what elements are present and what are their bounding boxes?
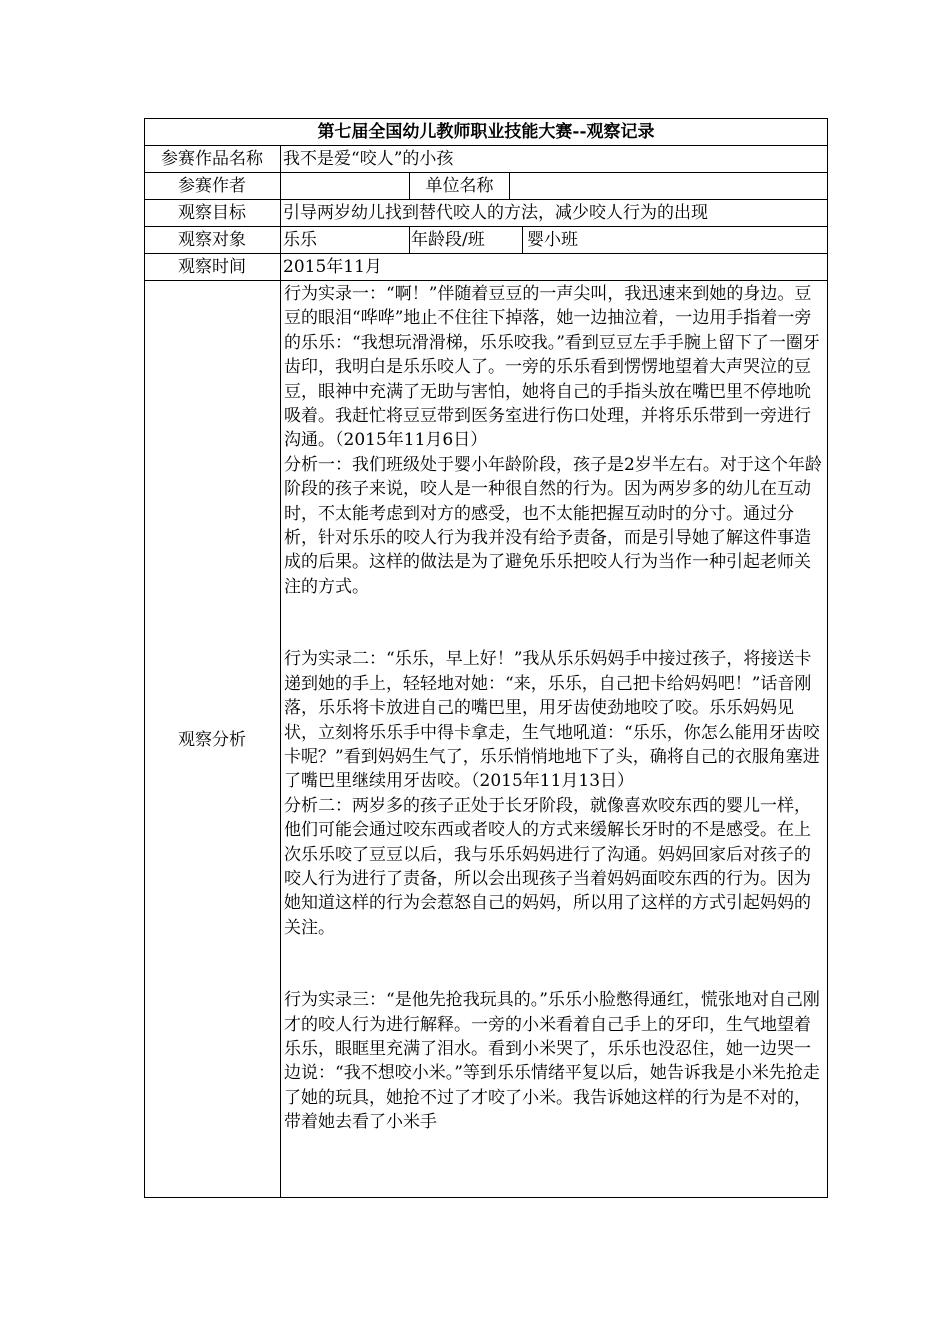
time-label: 观察时间: [178, 257, 246, 277]
row-divider: [144, 199, 828, 200]
row-divider: [144, 172, 828, 173]
behavior-record-2: 行为实录二：“乐乐，早上好！”我从乐乐妈妈手中接过孩子，将接送卡递到她的手上，轻轻地对她：“来，乐乐，自己把卡给妈妈吧！”话音刚落，乐乐将卡放进自己的嘴巴里，用牙齿使劲地咬了咬。乐乐妈妈见状，立刻将乐乐手中得卡拿走，生气地吼道：“乐乐，你怎么能用牙齿咬卡呢？”看到妈妈生气了，乐乐悄悄地地下了头，确将自己的衣服角塞进了嘴巴里继续用牙齿咬。（2015年11月13日）: [284, 649, 820, 792]
row-divider: [144, 145, 828, 146]
row-divider: [144, 226, 828, 227]
author-label: 参赛作者: [178, 176, 246, 196]
row-divider: [144, 280, 828, 281]
analysis-1: 分析一：我们班级处于婴小年龄阶段，孩子是2岁半左右。对于这个年龄阶段的孩子来说，咬人是一种很自然的行为。因为两岁多的幼儿在互动时，不太能考虑到对方的感受，也不太能把握互动时的分寸。通过分析，针对乐乐的咬人行为我并没有给予责备，而是引导她了解这件事造成的后果。这样的做法是为了避免乐乐把咬人行为当作一种引起老师关注的方式。: [284, 454, 822, 597]
work-name-value: 我不是爱“咬人”的小孩: [283, 149, 454, 169]
row-divider: [144, 253, 828, 254]
behavior-record-3: 行为实录三：“是他先抢我玩具的。”乐乐小脸憋得通红，慌张地对自己刚才的咬人行为进行解释。一旁的小米看着自己手上的牙印，生气地望着乐乐，眼眶里充满了泪水。看到小米哭了，乐乐也没忍住，她一边哭一边说：“我不想咬小米。”等到乐乐情绪平复以后，她告诉我是小米先抢走了她的玩具，她抢不过了才咬了小米。我告诉她这样的行为是不对的，带着她去看了小米手: [284, 990, 820, 1133]
work-name-label: 参赛作品名称: [161, 149, 263, 169]
age-class-value: 婴小班: [527, 230, 578, 250]
column-divider: [522, 226, 523, 253]
subject-label: 观察对象: [178, 230, 246, 250]
time-value: 2015年11月: [283, 257, 382, 277]
page-bottom-margin: [0, 1199, 950, 1344]
column-divider: [280, 145, 281, 1198]
subject-value: 乐乐: [283, 230, 317, 250]
analysis-2: 分析二：两岁多的孩子正处于长牙阶段，就像喜欢咬东西的婴儿一样，他们可能会通过咬东西或者咬人的方式来缓解长牙时的不是感受。在上次乐乐咬了豆豆以后，我与乐乐妈妈进行了沟通。妈妈回家后对孩子的咬人行为进行了责备，所以会出现孩子当着妈妈面咬东西的行为。因为她知道这样的行为会惹怒自己的妈妈，所以用了这样的方式引起妈妈的关注。: [284, 795, 811, 938]
column-divider: [409, 226, 410, 253]
analysis-content: [284, 282, 826, 1135]
analysis-label: 观察分析: [178, 730, 246, 750]
column-divider: [509, 172, 510, 199]
column-divider: [409, 172, 410, 199]
unit-label: 单位名称: [425, 176, 494, 196]
age-class-label: 年龄段/班: [411, 230, 485, 250]
behavior-record-1: 行为实录一：“啊！”伴随着豆豆的一声尖叫，我迅速来到她的身边。豆豆的眼泪“哗哗”地止不住往下掉落，她一边抽泣着，一边用手指着一旁的乐乐：“我想玩滑滑梯，乐乐咬我。”看到豆豆左手手腕上留下了一圈牙齿印，我明白是乐乐咬人了。一旁的乐乐看到愣愣地望着大声哭泣的豆豆，眼神中充满了无助与害怕，她将自己的手指头放在嘴巴里不停地吮吸着。我赶忙将豆豆带到医务室进行伤口处理，并将乐乐带到一旁进行沟通。（2015年11月6日）: [284, 284, 820, 451]
goal-label: 观察目标: [178, 203, 246, 223]
goal-value: 引导两岁幼儿找到替代咬人的方法，减少咬人行为的出现: [283, 203, 708, 223]
page-title: 第七届全国幼儿教师职业技能大赛--观察记录: [317, 122, 655, 142]
